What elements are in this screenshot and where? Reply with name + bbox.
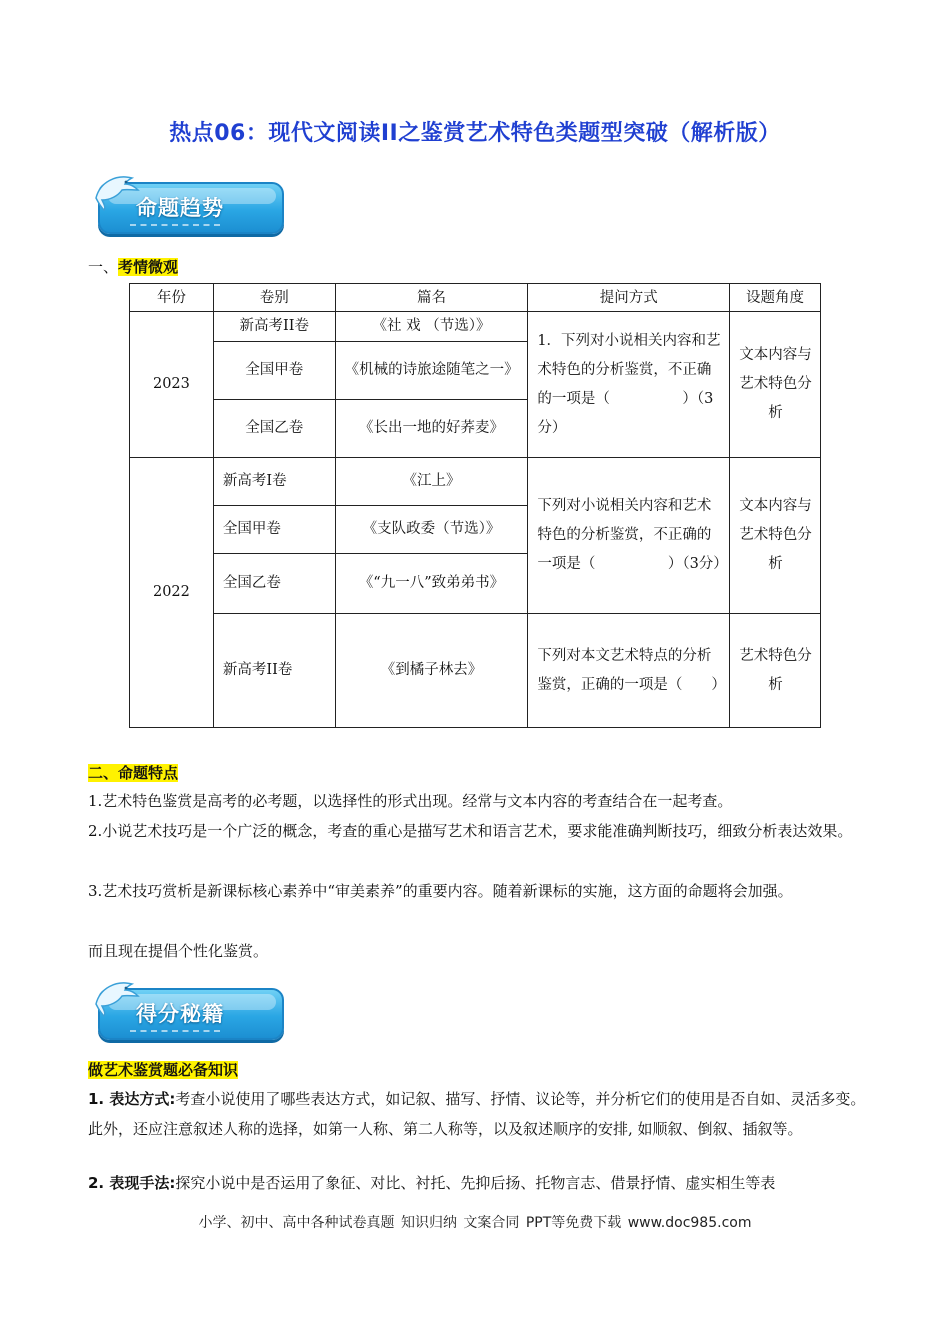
paragraph: 1.艺术特色鉴赏是高考的必考题，以选择性的形式出现。经常与文本内容的考查结合在一起考查。 xyxy=(88,792,733,810)
question-cell: 1．下列对小说相关内容和艺术特色的分析鉴赏，不正确的一项是（ ）（3分） xyxy=(528,312,730,458)
paper-cell: 新高考I卷 xyxy=(213,458,335,506)
angle-cell: 文本内容与艺术特色分析 xyxy=(730,458,821,614)
question-cell: 下列对小说相关内容和艺术特色的分析鉴赏，不正确的一项是（ ）（3分） xyxy=(528,458,730,614)
paper-cell: 新高考II卷 xyxy=(213,614,335,728)
angle-cell: 艺术特色分析 xyxy=(730,614,821,728)
exam-table xyxy=(129,283,821,728)
section-heading xyxy=(88,762,178,783)
year-cell: 2022 xyxy=(130,458,214,728)
section-title: 做艺术鉴赏题必备知识 xyxy=(88,1061,239,1079)
knowledge-item xyxy=(88,1084,868,1144)
paragraph: 而且现在提倡个性化鉴赏。 xyxy=(88,942,269,960)
table-header-row xyxy=(130,284,821,312)
badge-label: 得分秘籍 xyxy=(136,1002,224,1026)
badge-trend xyxy=(92,168,288,238)
header-year: 年份 xyxy=(130,284,214,312)
section-title: 考情微观 xyxy=(118,258,179,276)
question-cell: 下列对本文艺术特点的分析鉴赏，正确的一项是（ ） xyxy=(528,614,730,728)
knowledge-text: 考查小说使用了哪些表达方式，如记叙、描写、抒情、议论等，并分析它们的使用是否自如、灵活多变。此外，还应注意叙述人称的选择，如第一人称、第二人称等，以及叙述顺序的安排, 如顺叙、倒叙、插叙等。 xyxy=(88,1090,866,1138)
paper-cell: 新高考II卷 xyxy=(213,312,335,342)
title-cell: 《“九一八”致弟弟书》 xyxy=(335,554,528,614)
table-row xyxy=(130,614,821,728)
paper-cell: 全国甲卷 xyxy=(213,342,335,400)
knowledge-text: 探究小说中是否运用了象征、对比、衬托、先抑后扬、托物言志、借景抒情、虚实相生等表 xyxy=(175,1174,776,1192)
angle-cell: 文本内容与艺术特色分析 xyxy=(730,312,821,458)
header-paper: 卷别 xyxy=(213,284,335,312)
title-cell: 《机械的诗旅途随笔之一》 xyxy=(335,342,528,400)
paper-cell: 全国乙卷 xyxy=(213,554,335,614)
document-title: 热点06：现代文阅读II之鉴赏艺术特色类题型突破（解析版） xyxy=(169,121,781,146)
title-cell: 《长出一地的好荞麦》 xyxy=(335,400,528,458)
section-number: 一、 xyxy=(88,258,119,276)
badge-label: 命题趋势 xyxy=(136,196,224,220)
knowledge-label: 2. 表现手法: xyxy=(88,1174,176,1192)
paper-cell: 全国乙卷 xyxy=(213,400,335,458)
dolphin-icon xyxy=(92,974,142,1018)
knowledge-label: 1. 表达方式: xyxy=(88,1090,176,1108)
title-cell: 《社 戏 （节选）》 xyxy=(335,312,528,342)
section-title: 二、命题特点 xyxy=(88,764,179,782)
year-cell: 2023 xyxy=(130,312,214,458)
header-title: 篇名 xyxy=(335,284,528,312)
header-angle: 设题角度 xyxy=(730,284,821,312)
header-question: 提问方式 xyxy=(528,284,730,312)
badge-secret xyxy=(92,974,288,1044)
table-row xyxy=(130,312,821,342)
section-heading xyxy=(88,1059,238,1080)
title-cell: 《到橘子林去》 xyxy=(335,614,528,728)
paragraph: 2.小说艺术技巧是一个广泛的概念，考查的重心是描写艺术和语言艺术，要求能准确判断技巧，细致分析表达效果。 xyxy=(88,822,853,840)
title-cell: 《江上》 xyxy=(335,458,528,506)
knowledge-item xyxy=(88,1168,868,1198)
table-row xyxy=(130,458,821,506)
title-cell: 《支队政委（节选）》 xyxy=(335,506,528,554)
page-footer: 小学、初中、高中各种试卷真题 知识归纳 文案合同 PPT等免费下载 www.doc985.com xyxy=(198,1215,752,1231)
paper-cell: 全国甲卷 xyxy=(213,506,335,554)
dolphin-icon xyxy=(92,168,142,212)
paragraph: 3.艺术技巧赏析是新课标核心素养中“审美素养”的重要内容。随着新课标的实施，这方面的命题将会加强。 xyxy=(88,882,793,900)
section-heading xyxy=(88,256,178,277)
